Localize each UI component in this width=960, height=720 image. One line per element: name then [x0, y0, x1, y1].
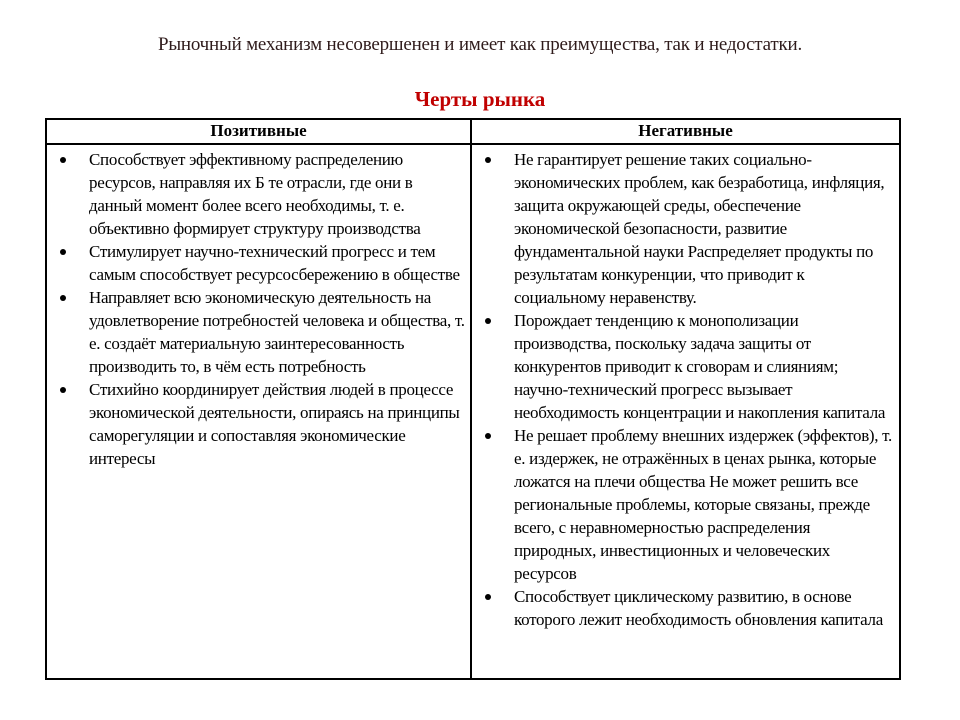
list-item-text: Не решает проблему внешних издержек (эффектов), т. е. издержек, не отражённых в ценах рынка, которые ложатся на плечи общества Не может решить все региональные проблемы, которые связаны, прежде всего, с неравномерностью распределения природных, инвестиционных и человеческих ресурсов [514, 426, 892, 583]
list-item [472, 585, 895, 631]
positive-cell [47, 145, 472, 678]
table-body-row [47, 145, 899, 678]
list-item-text: Способствует циклическому развитию, в основе которого лежит необходимость обновления капитала [514, 587, 883, 629]
list-item [47, 378, 466, 470]
slide-title: Рыночный механизм несовершенен и имеет как преимущества, так и недостатки. [157, 34, 803, 55]
list-item-text: Направляет всю экономическую деятельность на удовлетворение потребностей человека и общества, т. е. создаёт материальную заинтересованность производить то, в чём есть потребность [89, 288, 465, 376]
bullet-icon [60, 387, 66, 393]
negative-bullet-list [472, 148, 895, 631]
list-item [472, 148, 895, 309]
list-item [47, 148, 466, 240]
bullet-icon [60, 295, 66, 301]
list-item [472, 424, 895, 585]
list-item [472, 309, 895, 424]
table-header-row [47, 120, 899, 145]
slide-subtitle: Черты рынка [414, 87, 546, 111]
list-item-text: Способствует эффективному распределению ресурсов, направляя их Б те отрасли, где они в данный момент более всего необходимы, т. е. объективно формирует структуру производства [89, 150, 421, 238]
list-item-text: Порождает тенденцию к монополизации производства, поскольку задача защиты от конкурентов приводит к сговорам и слияниям; научно-технический прогресс вызывает необходимость концентрации и накопления капитала [514, 311, 886, 422]
bullet-icon [485, 318, 491, 324]
bullet-icon [485, 157, 491, 163]
bullet-icon [485, 433, 491, 439]
bullet-icon [485, 594, 491, 600]
column-header-positive: Позитивные [47, 120, 472, 143]
column-header-negative: Негативные [638, 121, 733, 140]
list-item [47, 286, 466, 378]
positive-bullet-list [47, 148, 466, 470]
list-item-text: Не гарантирует решение таких социально-экономических проблем, как безработица, инфляция, защита окружающей среды, обеспечение экономической безопасности, развитие фундаментальной науки Распределяет продукты по результатам конкуренции, что приводит к социальному неравенству. [514, 150, 885, 307]
list-item-text: Стихийно координирует действия людей в процессе экономической деятельности, опираясь на принципы саморегуляции и сопоставляя экономические интересы [89, 380, 460, 468]
features-table [45, 118, 901, 680]
negative-cell [472, 145, 899, 678]
list-item-text: Стимулирует научно-технический прогресс и тем самым способствует ресурсосбережению в обществе [89, 242, 460, 284]
bullet-icon [60, 157, 66, 163]
bullet-icon [60, 249, 66, 255]
list-item [47, 240, 466, 286]
